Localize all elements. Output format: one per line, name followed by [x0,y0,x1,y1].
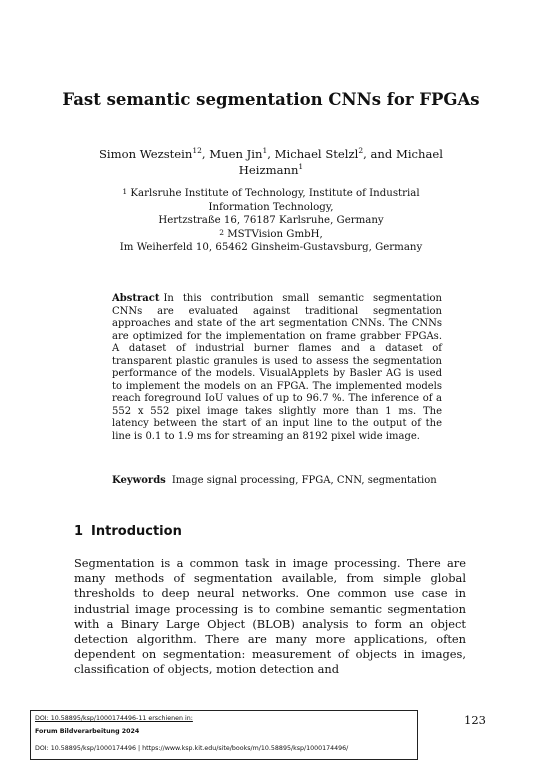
publication-footer [30,710,418,760]
doi-link[interactable]: DOI: 10.58895/ksp/1000174496-11 erschienen in: [35,715,193,722]
affiliation-mark: 2 [219,227,224,237]
affiliation-address: Hertzstraße 16, 76187 Karlsruhe, Germany [158,215,384,227]
author-name: Simon Wezstein [98,147,193,161]
author-name: and Michael Heizmann [238,147,443,177]
abstract [112,293,442,443]
author-affiliation-mark: 1 [298,162,304,171]
author-name: Muen Jin [209,147,263,161]
author-affiliation-mark: 1 [262,146,268,155]
section-title: Introduction [91,524,182,539]
doi-url[interactable]: DOI: 10.58895/ksp/1000174496 | https://www.ksp.kit.edu/site/books/m/10.58895/ksp/1000174496/ [35,745,349,752]
affiliation-mark: 1 [122,187,128,196]
section-number: 1 [74,524,84,539]
affiliation-address: Im Weiherfeld 10, 65462 Ginsheim-Gustavsburg, Germany [119,242,423,254]
page-number: 123 [464,713,486,727]
keywords-text: Image signal processing, FPGA, CNN, segmentation [171,475,437,486]
section-heading [74,524,182,539]
abstract-text: In this contribution small semantic segmentation CNNs are evaluated against traditional segmentation approaches and state of the art segmentation CNNs. The CNNs are optimized for the implementation on frame grabber FPGAs. A dataset of industrial burner flames and a dataset of transparent plastic granules is used to assess the segmentation performance of the models. VisualApplets by Basler AG is used to implement the models on an FPGA. The implemented models reach foreground IoU values of up to 96.7 %. The inference of a 552 x 552 pixel image takes slightly more than 1 ms. The latency between the start of an input line to the output of the line is 0.1 to 1.9 ms for streaming an 8192 pixel wide image. [112,293,442,442]
author-affiliation-mark: 2 [358,146,364,155]
author-list: Simon Wezstein$^{12}$, Muen Jin$^1$, Michael Stelzl$^2$, and Michael Heizmann$^1$ [98,146,443,177]
affiliations [95,187,447,255]
affiliation-institution: MSTVision GmbH, [227,228,323,240]
affiliation-1 [95,187,447,214]
abstract-label: Abstract [112,293,160,304]
keywords-label: Keywords [112,475,166,486]
author-name: Michael Stelzl [274,147,359,161]
keywords [112,475,452,488]
proceedings-name: Forum Bildverarbeitung 2024 [35,728,140,735]
affiliation-institution: Karlsruhe Institute of Technology, Institute of Industrial Information Technology, [130,188,420,213]
paper-title: Fast semantic segmentation CNNs for FPGAs [62,90,480,109]
author-affiliation-mark: 12 [192,146,202,155]
affiliation-2 [95,228,447,242]
section-body: Segmentation is a common task in image processing. There are many methods of segmentation available, from simple global thresholds to deep neural networks. One common use case in industrial image processing is to combine semantic segmentation with a Binary Large Object (BLOB) analysis to form an object detection algorithm. There are many more applications, often dependent on segmentation: measurement of objects in images, classification of objects, motion detection and [74,556,466,677]
